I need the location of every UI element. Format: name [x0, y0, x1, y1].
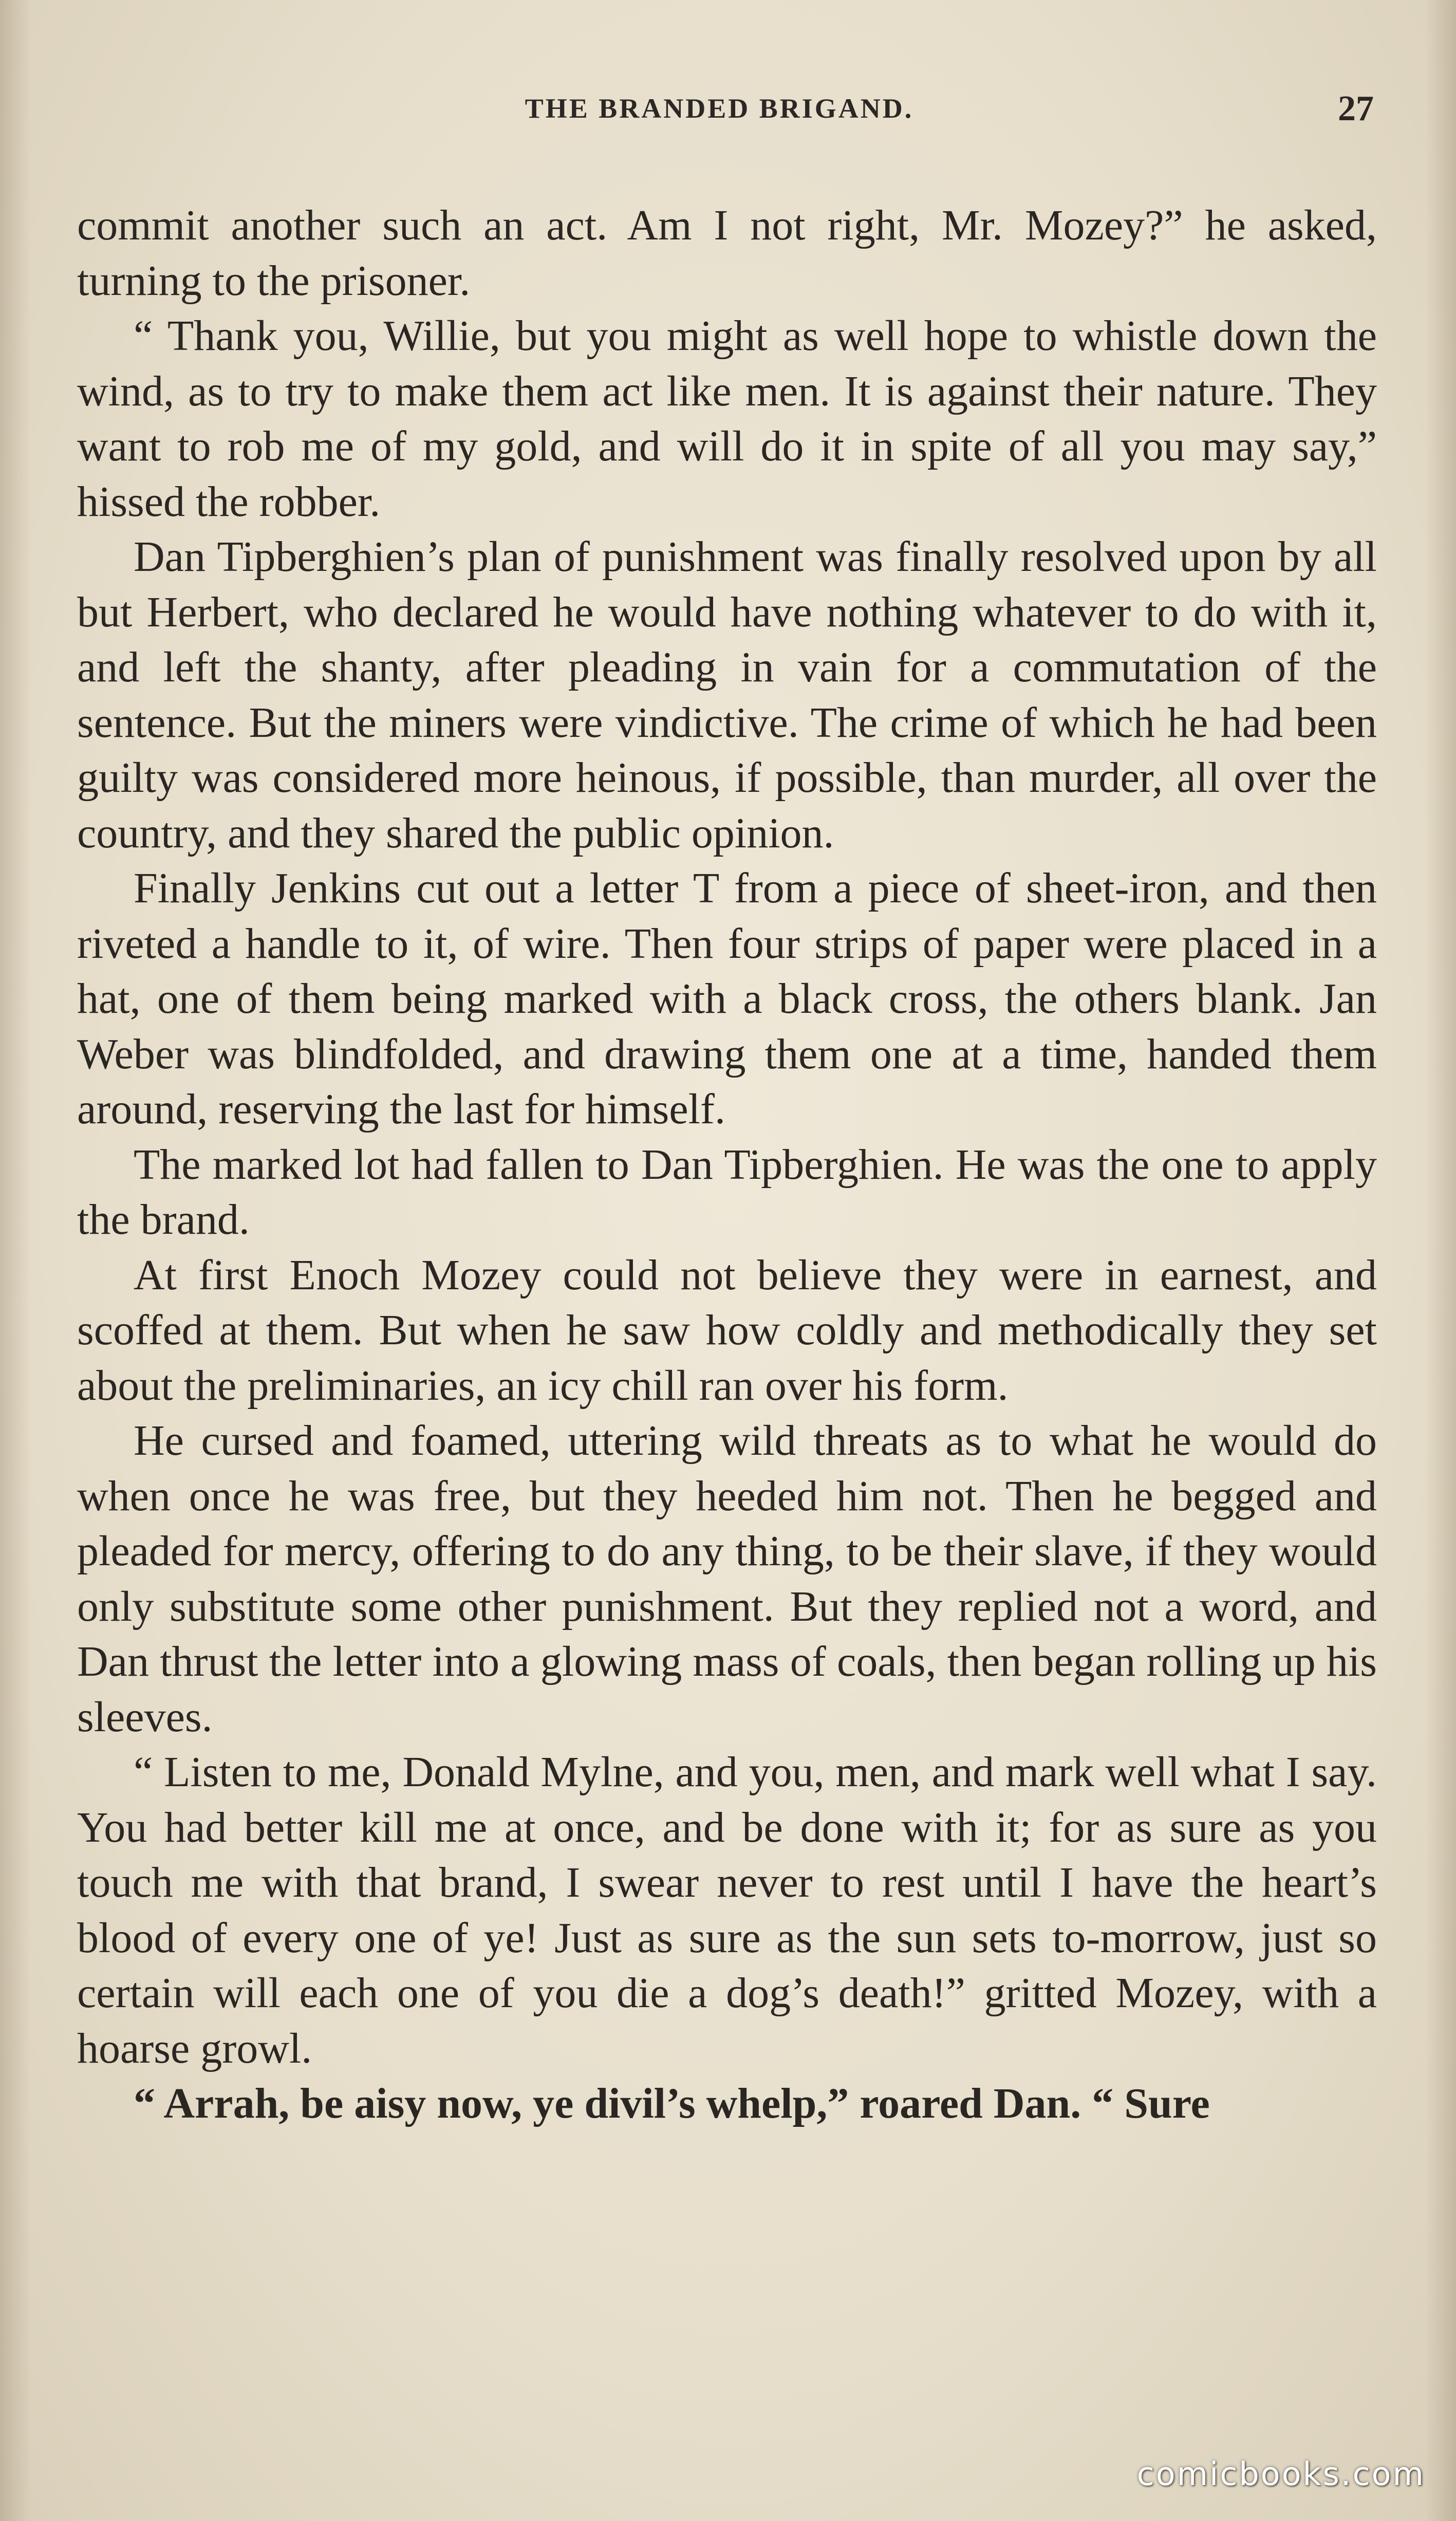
page-number: 27 — [1338, 89, 1374, 128]
paragraph: “ Listen to me, Donald Mylne, and you, men, and mark well what I say. You had better kill me at once, and be done with it; for as sure as you touch me with that brand, I swear never to rest until I have the heart’s blood of every one of ye! Just as sure as the sun sets to-morrow, just so certain will each one of you die a dog’s death!” gritted Mozey, with a hoarse growl. — [77, 1748, 1377, 2072]
paragraph: Dan Tipberghien’s plan of punishment was finally resolved upon by all but Herbert, who declared he would have nothing whatever to do with it, and left the shanty, after pleading in vain for a commutation of the sentence. But the miners were vindictive. The crime of which he had been guilty was considered more heinous, if possible, than murder, all over the country, and they shared the public opinion. — [77, 533, 1377, 857]
running-title: THE BRANDED BRIGAND. — [525, 93, 914, 124]
paragraph: He cursed and foamed, uttering wild threats as to what he would do when once he was free, but they heeded him not. Then he begged and pleaded for mercy, offering to do any thing, to be their slave, if they would only substitute some other punishment. But they replied not a word, and Dan thrust the letter into a glowing mass of coals, then began rolling up his sleeves. — [77, 1417, 1377, 1741]
paragraph: At first Enoch Mozey could not believe they were in earnest, and scoffed at them. But when he saw how coldly and methodically they set about the preliminaries, an icy chill ran over his form. — [77, 1251, 1377, 1410]
page-edge-shadow-left — [0, 0, 31, 2521]
paragraph: “ Thank you, Willie, but you might as well hope to whistle down the wind, as to try to make them act like men. It is against their nature. They want to rob me of my gold, and will do it in spite of all you may say,” hissed the robber. — [77, 312, 1377, 526]
paragraph: The marked lot had fallen to Dan Tipberghien. He was the one to apply the brand. — [77, 1140, 1377, 1244]
watermark: comicbooks.com — [1136, 2455, 1425, 2493]
body-text — [77, 198, 1377, 2131]
paragraph: Finally Jenkins cut out a letter T from a piece of sheet-iron, and then riveted a handle to it, of wire. Then four strips of paper were placed in a hat, one of them being marked with a black cross, the others blank. Jan Weber was blindfolded, and drawing them one at a time, handed them around, reserving the last for himself. — [77, 864, 1377, 1133]
paragraph: commit another such an act. Am I not right, Mr. Mozey?” he asked, turning to the prisoner. — [77, 201, 1377, 305]
paragraph: “ Arrah, be aisy now, ye divil’s whelp,” roared Dan. “ Sure — [134, 2080, 1210, 2127]
page-edge-shadow-right — [1425, 0, 1456, 2521]
